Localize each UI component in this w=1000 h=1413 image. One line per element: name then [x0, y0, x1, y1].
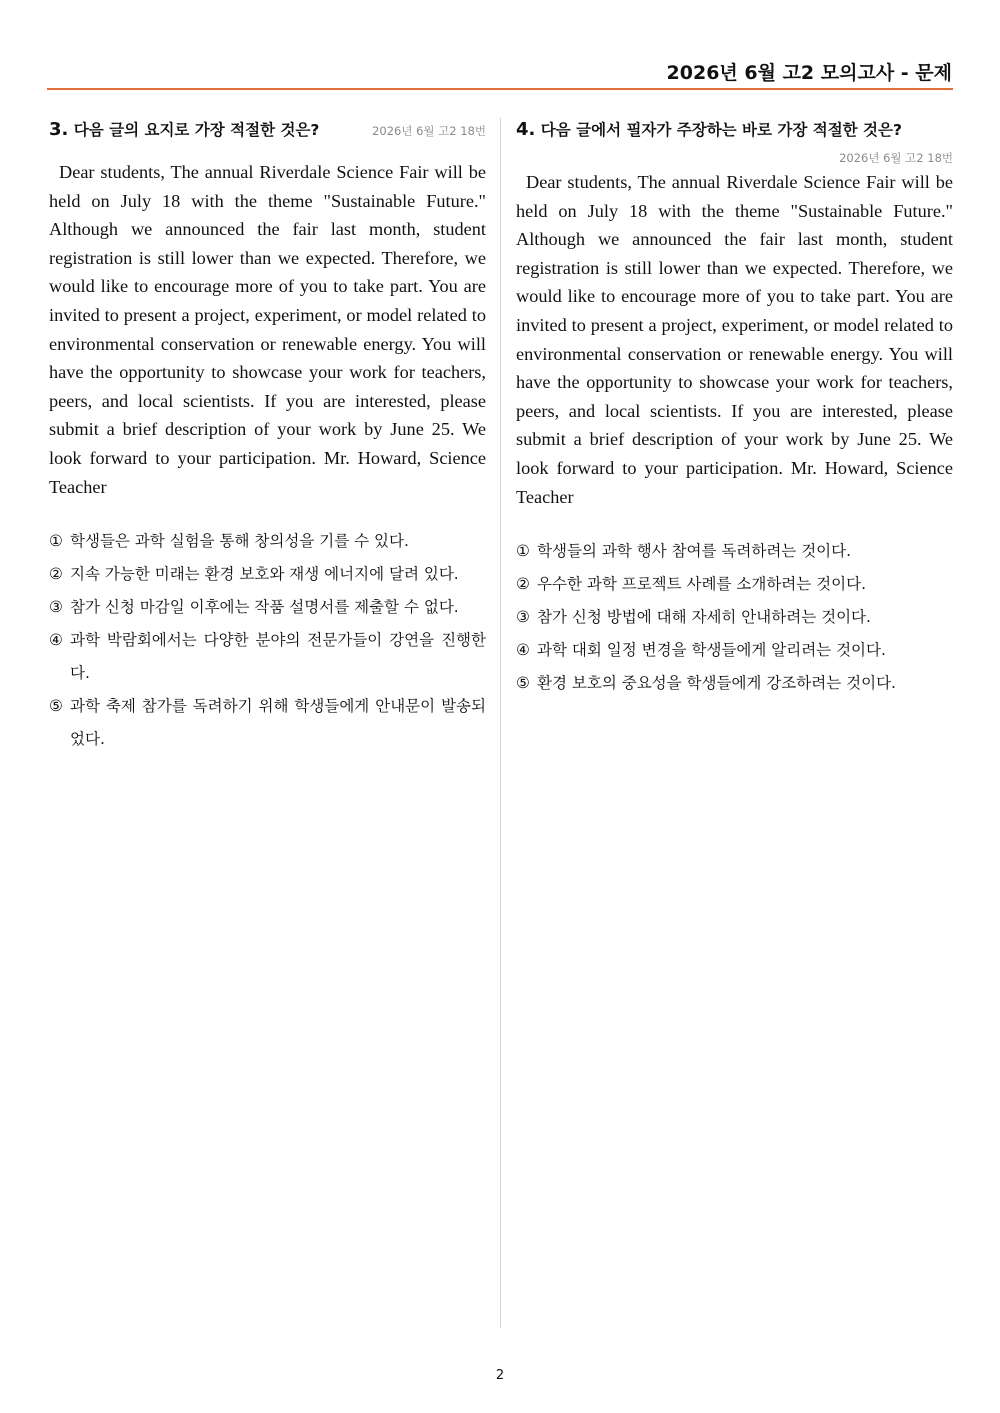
reading-passage: Dear students, The annual Riverdale Science Fair will be held on July 18 with the theme "Sustainable Future." Although we announced the fair last month, student registration is still lower than we expected. Therefore, we would like to encourage more of you to take part. You are invited to present a project, experiment, or model related to environmental conservation or renewable energy. You will have the opportunity to showcase your work for teachers, peers, and local scientists. If you are interested, please submit a brief description of your work by June 25. We look forward to your participation. Mr. Howard, Science Teacher [516, 172, 953, 507]
choice-marker: ① [49, 532, 63, 551]
choice-marker: ⑤ [49, 697, 63, 716]
choice-marker: ③ [516, 608, 530, 627]
choice-marker: ⑤ [516, 674, 530, 693]
question-prompt: 다음 글의 요지로 가장 적절한 것은? [73, 121, 320, 139]
question-3 [49, 118, 486, 756]
answer-choice-1[interactable] [49, 525, 486, 558]
question-title [49, 118, 319, 140]
reading-passage: Dear students, The annual Riverdale Science Fair will be held on July 18 with the theme "Sustainable Future." Although we announced the fair last month, student registration is still lower than we expected. Therefore, we would like to encourage more of you to take part. You are invited to present a project, experiment, or model related to environmental conservation or renewable energy. You will have the opportunity to showcase your work for teachers, peers, and local scientists. If you are interested, please submit a brief description of your work by June 25. We look forward to your participation. Mr. Howard, Science Teacher [49, 162, 486, 497]
question-source: 2026년 6월 고2 18번 [839, 151, 953, 165]
question-number: 3. [49, 119, 69, 140]
question-source: 2026년 6월 고2 18번 [372, 124, 486, 138]
choice-marker: ② [49, 565, 63, 584]
question-title [516, 118, 953, 140]
header-divider [47, 88, 953, 90]
choice-marker: ② [516, 575, 530, 594]
choice-text: 과학 박람회에서는 다양한 분야의 전문가들이 강연을 진행한다. [70, 631, 486, 683]
answer-choice-4[interactable] [516, 634, 953, 667]
answer-choice-2[interactable] [516, 568, 953, 601]
answer-choice-4[interactable] [49, 624, 486, 690]
page-number: 2 [495, 1368, 505, 1383]
choice-marker: ① [516, 542, 530, 561]
answer-choice-3[interactable] [49, 591, 486, 624]
answer-choices [516, 535, 953, 700]
choice-text: 학생들의 과학 행사 참여를 독려하려는 것이다. [537, 542, 852, 561]
page-header-title: 2026년 6월 고2 모의고사 - 문제 [666, 62, 952, 84]
choice-text: 과학 대회 일정 변경을 학생들에게 알리려는 것이다. [537, 641, 886, 660]
answer-choice-5[interactable] [49, 690, 486, 756]
answer-choice-5[interactable] [516, 667, 953, 700]
question-header [49, 118, 486, 140]
question-number: 4. [516, 119, 536, 140]
column-divider [500, 118, 501, 1328]
question-4 [516, 118, 953, 700]
choice-marker: ④ [49, 631, 63, 650]
choice-text: 과학 축제 참가를 독려하기 위해 학생들에게 안내문이 발송되었다. [70, 697, 486, 749]
choice-marker: ④ [516, 641, 530, 660]
choice-text: 지속 가능한 미래는 환경 보호와 재생 에너지에 달려 있다. [70, 565, 459, 584]
question-prompt: 다음 글에서 필자가 주장하는 바로 가장 적절한 것은? [540, 121, 902, 139]
choice-marker: ③ [49, 598, 63, 617]
choice-text: 학생들은 과학 실험을 통해 창의성을 기를 수 있다. [70, 532, 409, 551]
choice-text: 환경 보호의 중요성을 학생들에게 강조하려는 것이다. [537, 674, 896, 693]
choice-text: 우수한 과학 프로젝트 사례를 소개하려는 것이다. [537, 575, 867, 594]
answer-choice-3[interactable] [516, 601, 953, 634]
choice-text: 참가 신청 방법에 대해 자세히 안내하려는 것이다. [537, 608, 871, 627]
answer-choices [49, 525, 486, 756]
answer-choice-2[interactable] [49, 558, 486, 591]
choice-text: 참가 신청 마감일 이후에는 작품 설명서를 제출할 수 없다. [70, 598, 459, 617]
answer-choice-1[interactable] [516, 535, 953, 568]
